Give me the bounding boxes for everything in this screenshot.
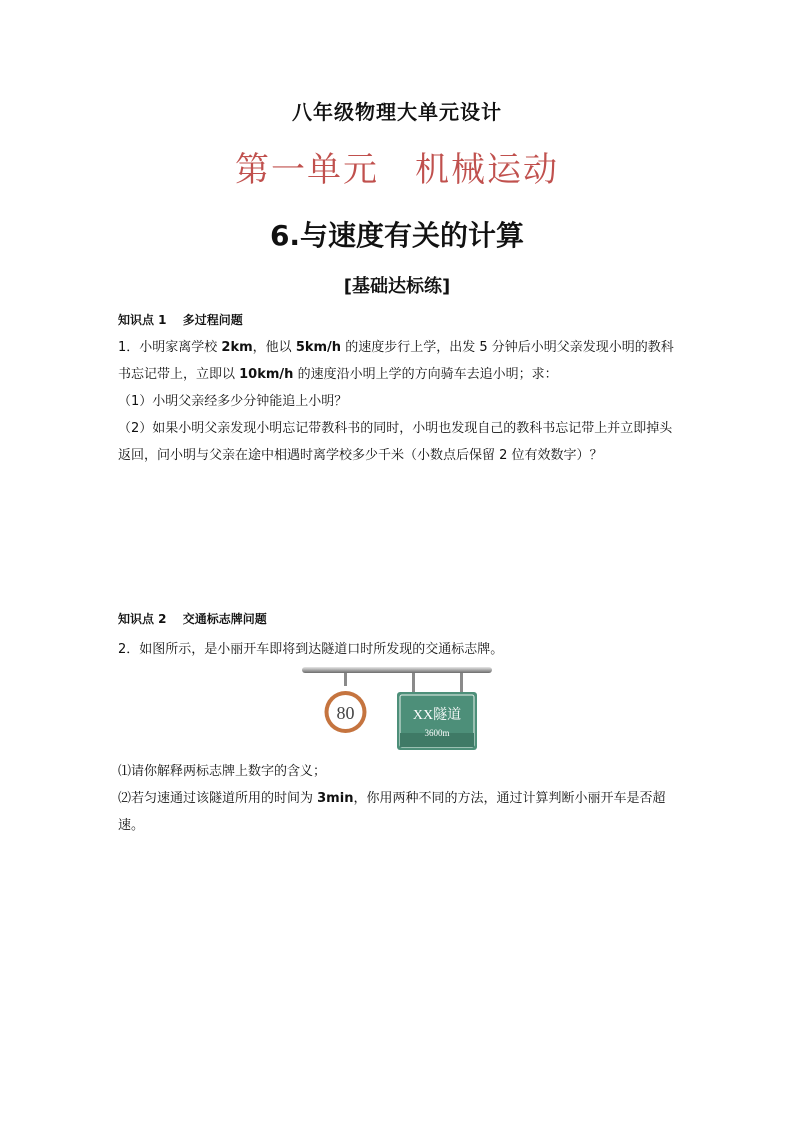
unit-title: 第一单元 机械运动 xyxy=(235,150,559,190)
tunnel-length: 3600m xyxy=(424,728,450,738)
section-label: [基础达标练] xyxy=(343,276,451,297)
question-2-sub-1: ⑴请你解释两标志牌上数字的含义； xyxy=(118,764,327,779)
series-title: 八年级物理大单元设计 xyxy=(292,100,502,124)
hanger xyxy=(344,673,347,686)
sign-pole xyxy=(302,667,492,673)
speed-limit-sign xyxy=(325,691,367,733)
question-2 xyxy=(118,636,678,663)
question-1-number: 1． xyxy=(118,340,140,355)
tunnel-name: XX隧道 xyxy=(412,708,462,723)
traffic-sign-figure xyxy=(300,664,494,756)
speed-limit-value: 80 xyxy=(336,703,355,723)
question-2-sub-2-text: ，你用两种不同的方法，通过计算判断小丽开车是否超速。 xyxy=(118,791,666,833)
knowledge-point-1-label: 知识点 1 多过程问题 xyxy=(118,313,243,327)
distance-value: 2km xyxy=(221,340,253,355)
lesson-title: 6.与速度有关的计算 xyxy=(269,219,525,252)
question-1-stem xyxy=(118,334,678,388)
tunnel-sign xyxy=(397,692,477,750)
hanger xyxy=(460,673,463,693)
question-2-number: 2． xyxy=(118,642,140,657)
time-value: 3min xyxy=(317,791,354,806)
question-2-text: 如图所示，是小丽开车即将到达隧道口时所发现的交通标志牌。 xyxy=(139,642,504,657)
knowledge-point-2-label: 知识点 2 交通标志牌问题 xyxy=(118,612,267,626)
question-2-sub-2 xyxy=(118,785,678,839)
question-1-text: 小明家离学校 xyxy=(139,340,222,355)
hanger xyxy=(412,673,415,693)
question-1-sub-1: （1）小明父亲经多少分钟能追上小明？ xyxy=(118,394,348,409)
question-2-sub-2-text: ⑵若匀速通过该隧道所用的时间为 xyxy=(118,791,318,806)
question-1-text: ，他以 xyxy=(252,340,296,355)
walking-speed-value: 5km/h xyxy=(295,340,342,355)
question-1 xyxy=(118,334,678,469)
cycling-speed-value: 10km/h xyxy=(239,367,294,382)
question-1-text: 的速度步行上学，出发 5 分钟后小明父亲发现小明的教科书忘记带上，立即以 xyxy=(118,340,674,382)
question-1-sub-2: （2）如果小明父亲发现小明忘记带教科书的同时，小明也发现自己的教科书忘记带上并立即掉头返回，问小明与父亲在途中相遇时离学校多少千米（小数点后保留 2 位有效数字）？ xyxy=(118,421,673,463)
question-2-subquestions xyxy=(118,758,678,839)
question-1-text: 的速度沿小明上学的方向骑车去追小明；求： xyxy=(293,367,558,382)
